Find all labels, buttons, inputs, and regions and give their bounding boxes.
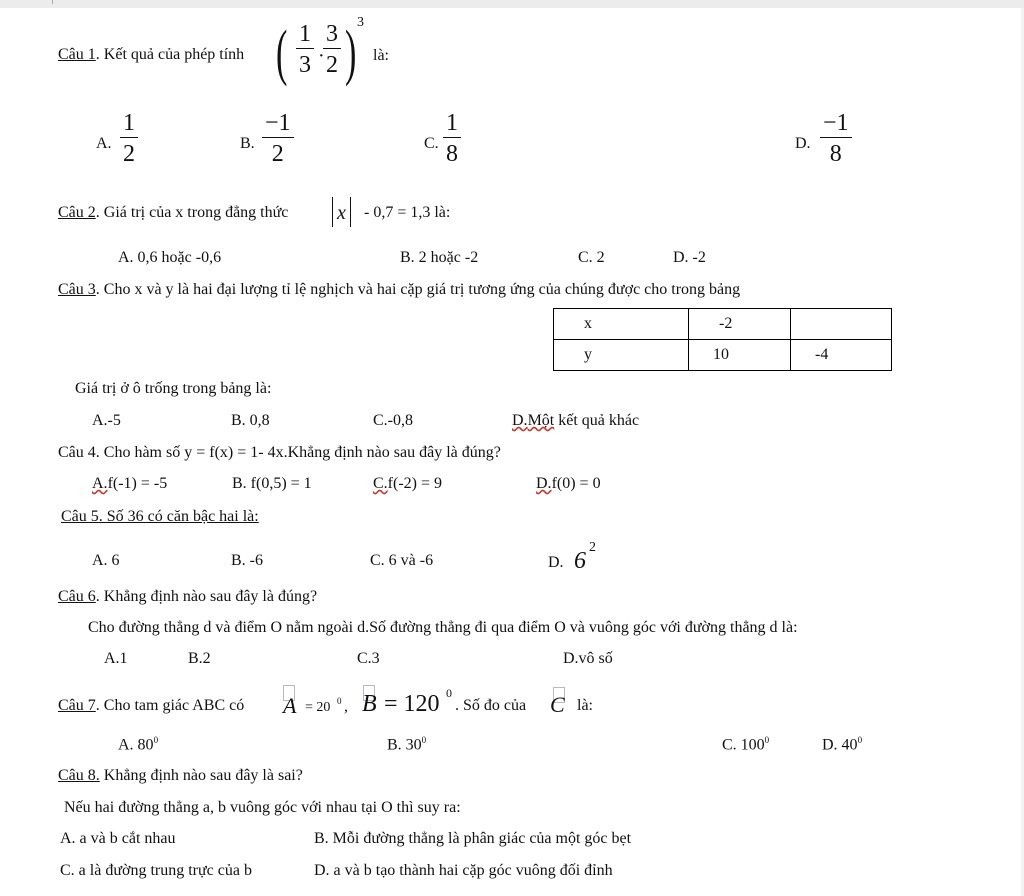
q5-heading: Câu 5. Số 36 có căn bậc hai là: bbox=[61, 508, 259, 525]
q6-option-b: B.2 bbox=[188, 650, 211, 667]
table-cell: -4 bbox=[791, 340, 892, 371]
q7-angle-a: A bbox=[283, 693, 297, 718]
q1-option-c-frac: $\frac{1}{8}$ bbox=[443, 111, 461, 166]
q5-option-d-exponent: 2 bbox=[589, 540, 596, 555]
q6-statement: Cho đường thẳng d và điểm O nằm ngoài d.Số đường thẳng đi qua điểm O và vuông góc với đường thẳng d là: bbox=[88, 619, 798, 636]
q6-option-a: A.1 bbox=[104, 650, 128, 667]
q7-middle-text: . Số đo của bbox=[455, 697, 527, 714]
q1-heading: Câu 1. Kết quả của phép tính bbox=[58, 46, 245, 63]
q3-option-b: B. 0,8 bbox=[231, 412, 270, 429]
q3-heading: Câu 3. Cho x và y là hai đại lượng tỉ lệ nghịch và hai cặp giá trị tương ứng của chúng được cho trong bảng bbox=[58, 281, 741, 298]
table-row bbox=[554, 309, 892, 340]
q7-end-text: là: bbox=[577, 697, 593, 714]
q1-frac-b: $\frac{3}{2}$ bbox=[323, 22, 341, 77]
q7-angle-a-degree: 0 bbox=[337, 696, 342, 706]
q4-option-c: C.f(-2) = 9 bbox=[373, 475, 443, 492]
q7-angle-b-degree: 0 bbox=[446, 686, 452, 700]
q2-option-d: D. -2 bbox=[673, 249, 706, 266]
q2-equation-rest: - 0,7 = 1,3 là: bbox=[364, 204, 451, 221]
q1-option-d-frac: $\frac{-1}{8}$ bbox=[820, 111, 852, 166]
q5-option-d-base: 6 bbox=[574, 548, 586, 574]
q1-dot: · bbox=[318, 45, 325, 67]
table-cell: 10 bbox=[689, 340, 791, 371]
q7-option-b: B. $30^0$ bbox=[387, 735, 427, 754]
q5-option-c: C. 6 và -6 bbox=[370, 552, 434, 569]
q2-abs-left-bar bbox=[332, 197, 333, 227]
q7-angle-a-value: = 20 bbox=[305, 700, 331, 715]
q1-option-b-letter: B. bbox=[240, 135, 255, 152]
q2-option-b: B. 2 hoặc -2 bbox=[400, 249, 479, 266]
q2-variable-x: x bbox=[337, 202, 346, 224]
q3-option-a: A.-5 bbox=[92, 412, 121, 429]
q7-heading: Câu 7. Cho tam giác ABC có bbox=[58, 697, 245, 714]
q4-option-d: D.f(0) = 0 bbox=[536, 475, 601, 492]
q4-heading: Câu 4. Cho hàm số y = f(x) = 1- 4x.Khẳng định nào sau đây là đúng? bbox=[58, 444, 501, 461]
q7-angle-b: B bbox=[362, 691, 377, 717]
table-cell-x-label: x bbox=[554, 309, 689, 340]
window-top-bar bbox=[0, 0, 1024, 8]
q1-right-paren: ) bbox=[345, 19, 357, 87]
q7-separator: , bbox=[344, 698, 348, 715]
q5-option-b: B. -6 bbox=[231, 552, 263, 569]
q4-option-b: B. f(0,5) = 1 bbox=[232, 475, 312, 492]
q1-option-a-letter: A. bbox=[96, 135, 112, 152]
q1-exponent: 3 bbox=[357, 15, 364, 30]
q8-option-d: D. a và b tạo thành hai cặp góc vuông đối đỉnh bbox=[314, 862, 613, 879]
q2-option-c: C. 2 bbox=[578, 249, 605, 266]
q3-prompt: Giá trị ở ô trống trong bảng là: bbox=[75, 380, 272, 397]
q2-option-a: A. 0,6 hoặc -0,6 bbox=[118, 249, 222, 266]
q2-heading: Câu 2. Giá trị của x trong đẳng thức bbox=[58, 204, 289, 221]
q6-heading: Câu 6. Khẳng định nào sau đây là đúng? bbox=[58, 588, 318, 605]
q5-option-d-letter: D. bbox=[548, 554, 564, 571]
q8-option-a: A. a và b cắt nhau bbox=[60, 830, 176, 847]
q4-option-a: A.f(-1) = -5 bbox=[92, 475, 168, 492]
q7-option-a: A. $80^0$ bbox=[118, 735, 159, 754]
q7-option-d: D. $40^0$ bbox=[822, 735, 863, 754]
q8-option-c: C. a là đường trung trực của b bbox=[60, 862, 252, 879]
q1-frac-a: $\frac{1}{3}$ bbox=[296, 22, 314, 77]
q1-option-d-letter: D. bbox=[795, 135, 811, 152]
q6-option-d: D.vô số bbox=[563, 650, 613, 667]
q8-option-b: B. Mỗi đường thẳng là phân giác của một góc bẹt bbox=[314, 830, 632, 847]
table-cell: -2 bbox=[689, 309, 791, 340]
ruler-mark bbox=[52, 0, 59, 4]
q1-option-a-frac: $\frac{1}{2}$ bbox=[120, 111, 138, 166]
q7-option-c: C. $100^0$ bbox=[722, 735, 770, 754]
table-row bbox=[554, 340, 892, 371]
q3-option-d: D.Một kết quả khác bbox=[512, 412, 640, 429]
q3-value-table bbox=[553, 308, 892, 371]
table-cell-y-label: y bbox=[554, 340, 689, 371]
q1-left-paren: ( bbox=[276, 19, 288, 87]
q1-option-c-letter: C. bbox=[424, 135, 439, 152]
q3-option-c: C.-0,8 bbox=[373, 412, 413, 429]
q8-statement: Nếu hai đường thẳng a, b vuông góc với nhau tại O thì suy ra: bbox=[64, 799, 461, 816]
q6-option-c: C.3 bbox=[357, 650, 380, 667]
q1-suffix: là: bbox=[373, 47, 389, 64]
q7-angle-c: C bbox=[550, 692, 565, 717]
q8-heading: Câu 8. Khẳng định nào sau đây là sai? bbox=[58, 767, 303, 784]
q7-angle-b-value: = 120 bbox=[384, 691, 440, 717]
q2-abs-right-bar bbox=[350, 197, 351, 227]
table-cell-empty bbox=[791, 309, 892, 340]
q1-option-b-frac: $\frac{-1}{2}$ bbox=[262, 111, 294, 166]
q5-option-a: A. 6 bbox=[92, 552, 120, 569]
